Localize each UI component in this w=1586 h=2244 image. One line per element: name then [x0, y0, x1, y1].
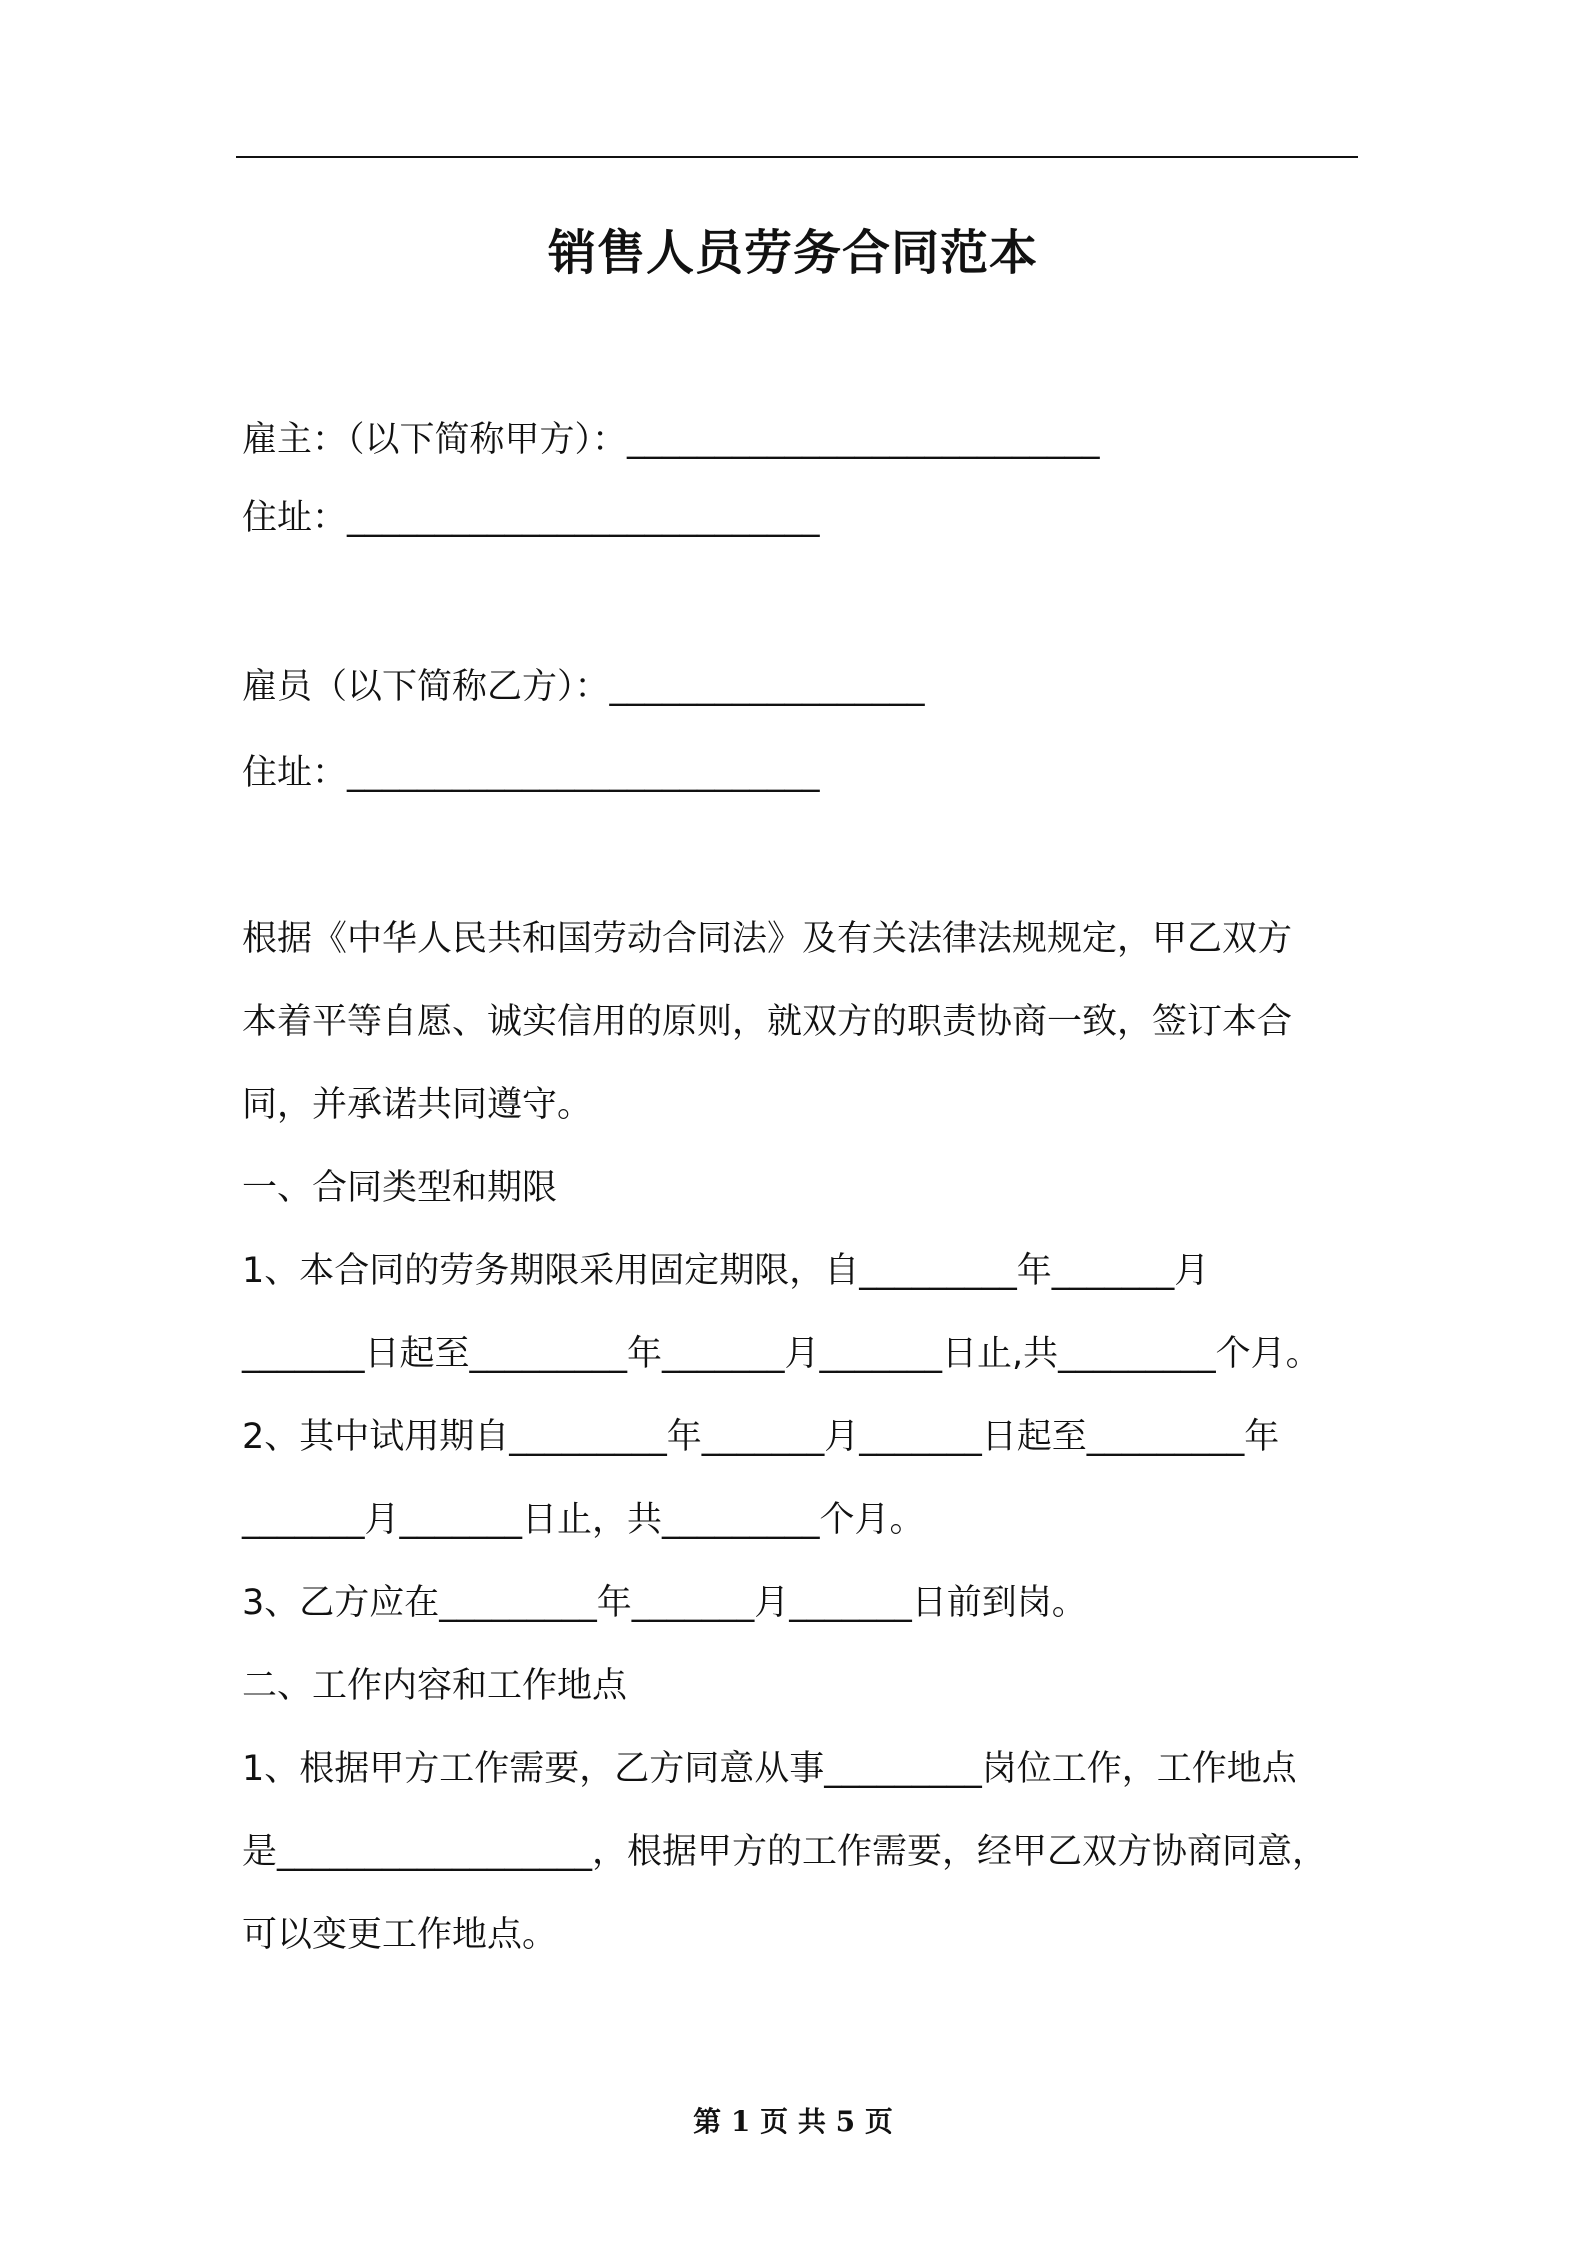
section-heading: 二、工作内容和工作地点 — [242, 1666, 628, 1706]
page-number: 第 1 页 共 5 页 — [693, 2105, 893, 2138]
clause-line: 3、乙方应在_________年_______月_______日前到岗。 — [242, 1583, 1087, 1623]
employer-address-line: 住址：___________________________ — [242, 498, 820, 538]
clause-line: 1、根据甲方工作需要，乙方同意从事_________岗位工作，工作地点 — [242, 1749, 1297, 1789]
clause-line: 1、本合同的劳务期限采用固定期限，自_________年_______月 — [242, 1251, 1210, 1291]
clause-line: _______月_______日止，共_________个月。 — [242, 1500, 925, 1540]
clause-line: _______日起至_________年_______月_______日止,共_________个月。 — [242, 1334, 1321, 1374]
employee-line: 雇员（以下简称乙方）：__________________ — [242, 667, 925, 707]
paragraph-line: 同，并承诺共同遵守。 — [242, 1085, 593, 1125]
header-divider — [236, 156, 1358, 158]
paragraph-line: 根据《中华人民共和国劳动合同法》及有关法律法规规定，甲乙双方 — [242, 919, 1293, 959]
paragraph-line: 本着平等自愿、诚实信用的原则，就双方的职责协商一致，签订本合 — [242, 1002, 1293, 1042]
clause-line: 可以变更工作地点。 — [242, 1915, 558, 1955]
employer-line: 雇主：（以下简称甲方）：___________________________ — [242, 420, 1100, 460]
clause-line: 2、其中试用期自_________年_______月_______日起至_________年 — [242, 1417, 1280, 1457]
clause-line: 是__________________，根据甲方的工作需要，经甲乙双方协商同意， — [242, 1832, 1328, 1872]
employee-address-line: 住址：___________________________ — [242, 753, 820, 793]
document-title: 销售人员劳务合同范本 — [547, 225, 1038, 281]
section-heading: 一、合同类型和期限 — [242, 1168, 558, 1208]
